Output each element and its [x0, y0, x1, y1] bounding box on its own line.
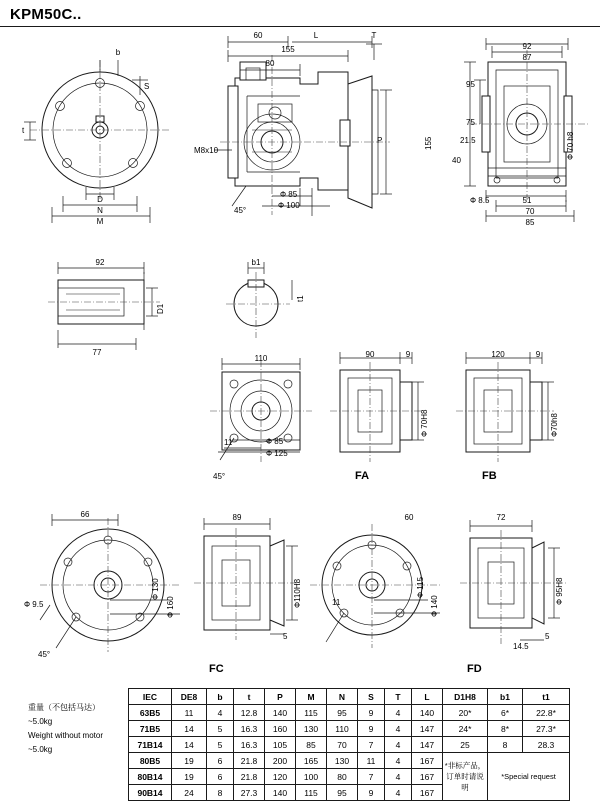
note-weight-value-1: ~5.0kg	[28, 717, 53, 726]
th-t-col: T	[385, 689, 412, 705]
fa-dim-phi70H8: Ф 70H8	[420, 409, 429, 437]
th-iec: IEC	[129, 689, 172, 705]
cell-p: 140	[265, 705, 296, 721]
th-m: M	[296, 689, 327, 705]
cell-m: 100	[296, 769, 327, 785]
cell-l: 147	[412, 721, 443, 737]
th-t1: t1	[523, 689, 570, 705]
note-weight-en: Weight without motor	[28, 731, 103, 740]
cell-b: 6	[207, 769, 234, 785]
cell-l: 167	[412, 769, 443, 785]
cell-b1: 6*	[488, 705, 523, 721]
cell-b: 5	[207, 721, 234, 737]
cell-l: 167	[412, 785, 443, 801]
cell-n: 95	[327, 705, 358, 721]
dimensions-table-wrapper	[128, 688, 570, 801]
cell-n: 130	[327, 753, 358, 769]
cell-tt: 4	[385, 753, 412, 769]
dim-80: 80	[265, 59, 275, 68]
view-front-circle	[30, 60, 170, 200]
page-title: KPM50C..	[10, 6, 82, 23]
fb-dim-9: 9	[535, 350, 541, 359]
cell-t: 27.3	[234, 785, 265, 801]
cell-t: 12.8	[234, 705, 265, 721]
cell-t: 21.8	[234, 753, 265, 769]
dim-92-shaft: 92	[95, 258, 105, 267]
label-D: D	[97, 195, 103, 204]
cell-s: 7	[358, 769, 385, 785]
dim-phi70h8: Ф 70 h8	[566, 131, 575, 160]
dim-95: 95	[466, 80, 475, 89]
label-N: N	[97, 206, 103, 215]
view-shaft-section	[48, 262, 160, 350]
cell-n: 110	[327, 721, 358, 737]
fd-dim-phi140: Ф 140	[430, 595, 439, 617]
cell-m: 85	[296, 737, 327, 753]
cell-d1: 20*	[443, 705, 488, 721]
cell-s: 9	[358, 721, 385, 737]
fc-dim-66: 66	[80, 510, 90, 519]
cell-de8: 19	[172, 753, 207, 769]
table-body	[129, 705, 570, 801]
cell-iec: 71B14	[129, 737, 172, 753]
dim-85: 85	[525, 218, 535, 227]
th-t: t	[234, 689, 265, 705]
dim-51: 51	[522, 196, 532, 205]
cell-b: 4	[207, 705, 234, 721]
cell-tt: 4	[385, 721, 412, 737]
dim-40: 40	[452, 156, 461, 165]
fd-dim-5: 5	[545, 632, 550, 641]
dim-D1: D1	[156, 303, 165, 314]
cell-p: 120	[265, 769, 296, 785]
th-d1h8: D1H8	[443, 689, 488, 705]
view-right-section	[470, 50, 590, 200]
cell-n: 80	[327, 769, 358, 785]
note-weight-value-2: ~5.0kg	[28, 745, 53, 754]
cell-tt: 4	[385, 705, 412, 721]
cell-t1: 27.3*	[523, 721, 570, 737]
dim-75: 75	[466, 118, 475, 127]
cell-s: 9	[358, 785, 385, 801]
dim-phi85: Ф 85	[280, 190, 298, 199]
cell-t1: 22.8*	[523, 705, 570, 721]
table-row	[129, 721, 570, 737]
cell-t: 16.3	[234, 737, 265, 753]
dim-t1: t1	[296, 295, 305, 302]
view-fd	[310, 520, 566, 648]
dim-21-5: 21.5	[460, 136, 476, 145]
cell-b: 6	[207, 753, 234, 769]
fa-dim-9: 9	[405, 350, 411, 359]
cell-iec: 90B14	[129, 785, 172, 801]
cell-d1: 25	[443, 737, 488, 753]
cell-t1: 28.3	[523, 737, 570, 753]
cell-l: 167	[412, 753, 443, 769]
fd-dim-60: 60	[404, 513, 414, 522]
table-row	[129, 753, 570, 769]
view-fb	[456, 352, 554, 462]
view-label-fa: FA	[355, 470, 370, 482]
dim-11-flange: 11	[224, 438, 233, 447]
cell-de8: 14	[172, 737, 207, 753]
th-b1: b1	[488, 689, 523, 705]
dim-M8x10: M8x10	[194, 146, 219, 155]
label-b: b	[115, 48, 121, 57]
dim-155-center: 155	[281, 45, 295, 54]
fd-dim-72: 72	[496, 513, 506, 522]
dim-110: 110	[254, 354, 268, 363]
cell-d1: 24*	[443, 721, 488, 737]
cell-n: 95	[327, 785, 358, 801]
cell-p: 140	[265, 785, 296, 801]
table-row	[129, 705, 570, 721]
cell-b1: 8	[488, 737, 523, 753]
dim-92-right: 92	[522, 42, 532, 51]
view-fc	[40, 514, 300, 652]
cell-de8: 24	[172, 785, 207, 801]
th-p: P	[265, 689, 296, 705]
fd-dim-phi95H8: Ф 95H8	[555, 577, 564, 605]
cell-s: 7	[358, 737, 385, 753]
cell-b1: 8*	[488, 721, 523, 737]
dim-phi85-flange: Ф 85	[266, 437, 284, 446]
label-M: M	[96, 217, 104, 226]
dim-b1: b1	[251, 258, 261, 267]
view-label-fb: FB	[482, 470, 497, 482]
cell-p: 105	[265, 737, 296, 753]
fc-dim-89: 89	[232, 513, 242, 522]
view-label-fc: FC	[209, 663, 224, 675]
cell-l: 147	[412, 737, 443, 753]
cell-tt: 4	[385, 737, 412, 753]
cell-m: 115	[296, 785, 327, 801]
fa-dim-90: 90	[365, 350, 375, 359]
cell-t: 16.3	[234, 721, 265, 737]
cell-m: 165	[296, 753, 327, 769]
th-l: L	[412, 689, 443, 705]
dim-phi8-5: Ф 8.5	[470, 196, 490, 205]
dim-60: 60	[253, 31, 263, 40]
cell-n: 70	[327, 737, 358, 753]
dim-70: 70	[525, 207, 535, 216]
fc-dim-5: 5	[283, 632, 288, 641]
fc-dim-45deg: 45°	[38, 650, 51, 659]
dim-phi125: Ф 125	[266, 449, 288, 458]
dim-P: P	[377, 136, 383, 145]
cell-de8: 19	[172, 769, 207, 785]
cell-iec: 80B14	[129, 769, 172, 785]
table-row	[129, 737, 570, 753]
cell-m: 115	[296, 705, 327, 721]
fc-dim-phi110H8: Ф110H8	[293, 578, 302, 608]
cell-de8: 14	[172, 721, 207, 737]
dim-T: T	[371, 31, 377, 40]
cell-b: 5	[207, 737, 234, 753]
cell-iec: 80B5	[129, 753, 172, 769]
th-s: S	[358, 689, 385, 705]
cell-l: 140	[412, 705, 443, 721]
cell-p: 160	[265, 721, 296, 737]
cell-de8: 11	[172, 705, 207, 721]
cell-iec: 63B5	[129, 705, 172, 721]
fb-dim-120: 120	[491, 350, 505, 359]
th-de8: DE8	[172, 689, 207, 705]
th-n: N	[327, 689, 358, 705]
dim-L: L	[313, 31, 319, 40]
cell-t: 21.8	[234, 769, 265, 785]
dim-155-right: 155	[424, 136, 433, 150]
th-b: b	[207, 689, 234, 705]
view-label-fd: FD	[467, 663, 482, 675]
cell-p: 200	[265, 753, 296, 769]
fc-dim-phi160: Ф 160	[166, 596, 175, 618]
dim-45deg-center: 45°	[234, 206, 247, 215]
cell-m: 130	[296, 721, 327, 737]
cell-special-note-cn: *非标产品，订单时请说明	[443, 753, 488, 801]
fc-dim-phi130: Ф 130	[151, 578, 160, 600]
note-weight-cn: 重量（不包括马达）	[28, 703, 100, 712]
view-side-gearbox	[220, 55, 390, 216]
dim-77: 77	[92, 348, 102, 357]
view-key-section	[226, 262, 292, 338]
dim-87: 87	[522, 53, 532, 62]
cell-b: 8	[207, 785, 234, 801]
view-fa	[330, 352, 424, 462]
table-header-row	[129, 689, 570, 705]
dim-phi100: Ф 100	[278, 201, 300, 210]
fb-dim-phi70h8: Ф70h8	[550, 413, 559, 437]
cell-iec: 71B5	[129, 721, 172, 737]
fd-dim-11: 11	[332, 598, 341, 607]
dimensions-table	[128, 688, 570, 801]
label-t: t	[22, 126, 25, 135]
fd-dim-phi115: Ф 115	[416, 576, 425, 598]
fc-dim-phi9-5: Ф 9.5	[24, 600, 44, 609]
dim-45deg-flange: 45°	[213, 472, 226, 481]
fd-dim-14-5: 14.5	[513, 642, 529, 651]
cell-s: 9	[358, 705, 385, 721]
label-S: S	[144, 82, 150, 91]
cell-special-note-en: *Special request	[488, 753, 570, 801]
cell-tt: 4	[385, 769, 412, 785]
cell-tt: 4	[385, 785, 412, 801]
cell-s: 11	[358, 753, 385, 769]
